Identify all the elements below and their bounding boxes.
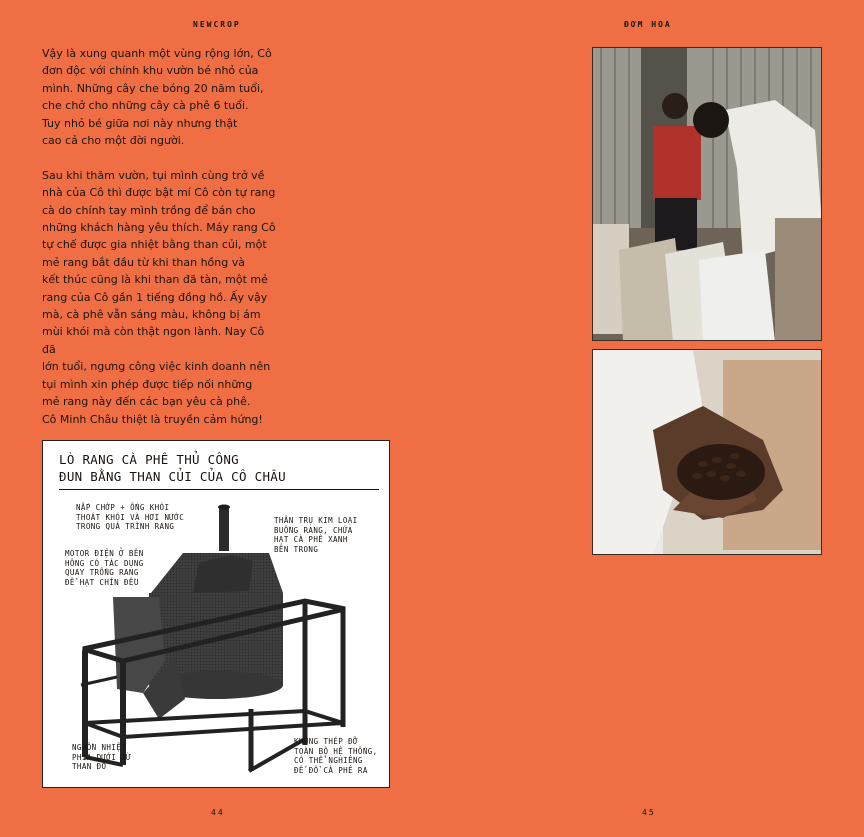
warehouse-photo — [592, 47, 822, 341]
caption-motor: MOTOR ĐIỆN Ở BÊN HÔNG CÓ TÁC DỤNG QUAY TRỐNG RANG ĐỂ HẠT CHÍN ĐỀU — [65, 549, 144, 587]
paragraph-2: Sau khi thăm vườn, tụi mình cùng trở về nhà của Cô thì được bật mí Cô còn tự rang cà do chính tay mình trồng để bán cho những khách hàng yêu thích. Máy rang Cô tự chế được gia nhiệt bằng than củi, một mẻ rang bắt đầu từ khi than hồng và kết thúc cũng là khi than đã tàn, một mẻ rang của Cô gần 1 tiếng đồng hồ. Ấy vậy mà, cà phê vẫn sáng màu, không bị ám mùi khói mà còn thật ngon lành. Nay Cô đã lớn tuổi, ngưng công việc kinh doanh nên tụi mình xin phép được tiếp nối những mẻ rang này đến các bạn yêu cà phê. Cô Minh Châu thiệt là truyền cảm hứng! — [42, 168, 276, 426]
page-number-right: 45 — [642, 808, 656, 817]
caption-heat-source: NGUỒN NHIỆT PHÍA DƯỚI TỪ THAN ĐỎ — [72, 743, 131, 771]
caption-lid-chimney: NẮP CHỚP + ỐNG KHÓI THOÁT KHÓI VÀ HƠI NƯỚC TRONG QUÁ TRÌNH RANG — [76, 503, 185, 531]
caption-steel-frame: KHUNG THÉP ĐỠ TOÀN BỘ HỆ THỐNG, CÓ THỂ NGHIÊNG ĐỂ ĐỔ CÀ PHÊ RA — [294, 737, 378, 775]
photo-hands-holding-roasted-beans-icon — [593, 350, 822, 555]
caption-drum-body: THÂN TRỤ KIM LOẠI BUỒNG RANG, CHỨA HẠT CÀ PHÊ XANH BÊN TRONG — [274, 516, 358, 554]
magazine-name: NEWCROP — [193, 20, 241, 29]
page-number-left: 44 — [211, 808, 225, 817]
section-name: ĐƠM HOA — [624, 20, 672, 29]
article-body — [42, 45, 278, 445]
photo-two-people-inspecting-beans-icon — [593, 48, 822, 341]
diagram-title: LÒ RANG CÀ PHÊ THỦ CÔNG ĐUN BẰNG THAN CỦI CỦA CÔ CHÂU — [59, 451, 379, 490]
paragraph-1: Vậy là xung quanh một vùng rộng lớn, Cô đơn độc với chính khu vườn bé nhỏ của mình. Những cây che bóng 20 năm tuổi, che chở cho những cây cà phê 6 tuổi. Tuy nhỏ bé giữa nơi này nhưng thật cao cả cho một đời người. — [42, 47, 272, 148]
beans-hands-photo — [592, 349, 822, 555]
roaster-diagram — [42, 440, 390, 788]
